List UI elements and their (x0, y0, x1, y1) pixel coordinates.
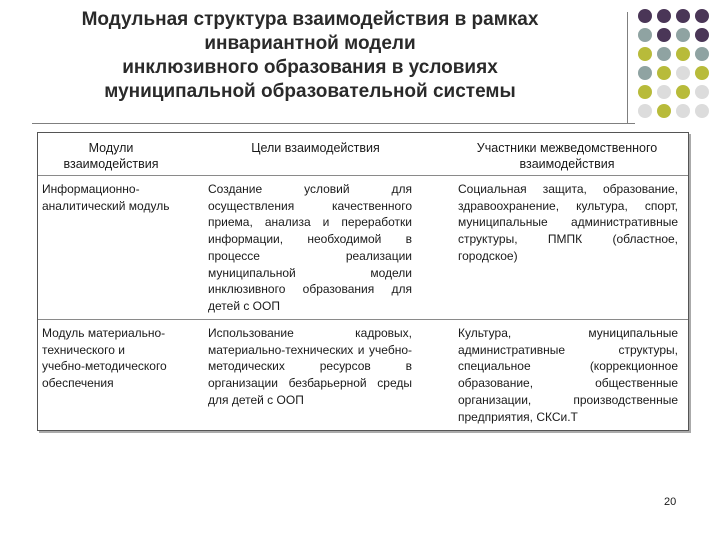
row-divider (38, 319, 688, 320)
decor-dot (695, 28, 709, 42)
row1-goal: Создание условий для осуществления качественного приема, анализа и переработки информации, необходимой в процессе реализации муниципальной модели инклюзивного образования для детей с ООП (208, 182, 412, 313)
decor-dot (638, 28, 652, 42)
decor-dot (695, 66, 709, 80)
decor-dot (657, 28, 671, 42)
title-line: инклюзивного образования в условиях (122, 57, 498, 78)
title-line: Модульная структура взаимодействия в рамках (81, 9, 539, 30)
row2-participants: Культура, муниципальные административные структуры, специальное (коррекционное образование, общественные организации, производственные предприятия, СКСи.Т (458, 326, 678, 424)
header-goals: Цели взаимодействия (251, 141, 380, 155)
decor-dot (657, 104, 671, 118)
decor-dot (638, 66, 652, 80)
decor-dot (657, 9, 671, 23)
decor-dot (638, 104, 652, 118)
header-participants: Участники межведомственного взаимодействия (476, 141, 658, 171)
page-number: 20 (664, 496, 677, 508)
decor-dot (676, 85, 690, 99)
title-line: муниципальной образовательной системы (104, 81, 516, 102)
decor-dot (695, 47, 709, 61)
decor-dot (657, 85, 671, 99)
decor-dot (676, 47, 690, 61)
row2-module: Модуль материально-технического и учебно-методического обеспечения (42, 326, 167, 391)
title-line: инвариантной модели (204, 33, 416, 54)
slide-title (40, 8, 580, 104)
row-divider (38, 175, 688, 176)
decor-dot (695, 85, 709, 99)
decor-dot (657, 47, 671, 61)
decor-dot (676, 28, 690, 42)
header-modules: Модули взаимодействия (63, 141, 159, 171)
row1-module: Информационно-аналитический модуль (42, 182, 170, 213)
decor-dot (638, 85, 652, 99)
row2-goal: Использование кадровых, материально-технических и учебно-методических ресурсов в организации безбарьерной среды для детей с ООП (208, 326, 412, 407)
decor-dot (695, 9, 709, 23)
decor-dot (638, 47, 652, 61)
decor-horizontal-line (32, 123, 635, 124)
decor-dot (676, 9, 690, 23)
decor-vertical-line (627, 12, 628, 124)
decor-dot (657, 66, 671, 80)
decor-dot (676, 104, 690, 118)
decor-dot (695, 104, 709, 118)
row1-participants: Социальная защита, образование, здравоохранение, культура, спорт, муниципальные административные структуры, ПМПК (областное, городское) (458, 182, 678, 263)
decor-dot (638, 9, 652, 23)
structure-table (37, 132, 689, 431)
decor-dot (676, 66, 690, 80)
